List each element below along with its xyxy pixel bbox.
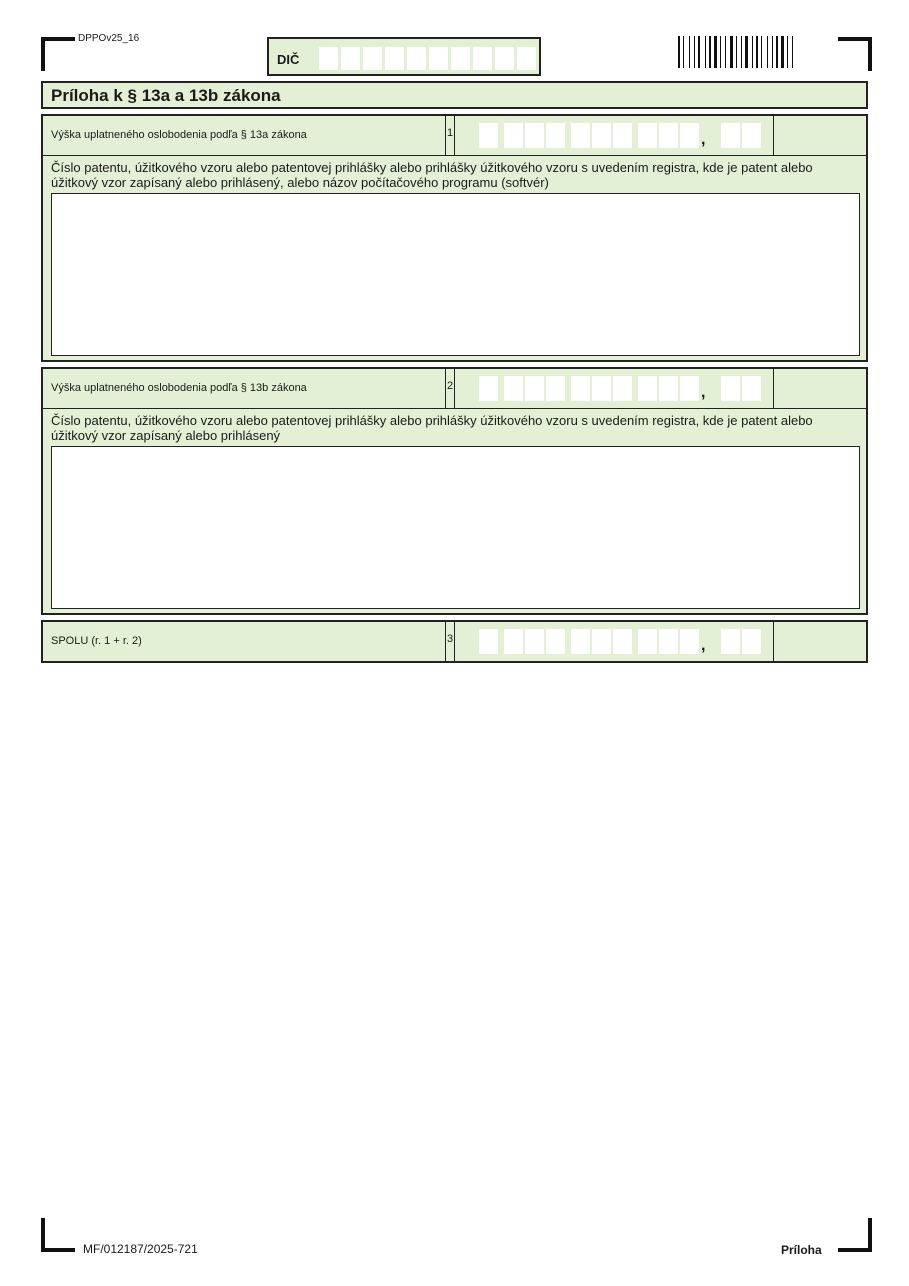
- barcode: [678, 36, 813, 68]
- dic-input-cells[interactable]: [319, 47, 536, 70]
- corner-mark-top-left: [41, 37, 75, 71]
- row-number-1: 1: [445, 116, 455, 155]
- amount-label-2: Výška uplatneného oslobodenia podľa § 13b zákona: [51, 382, 307, 394]
- dic-cell[interactable]: [363, 47, 382, 70]
- amount-input-2[interactable]: [479, 376, 767, 402]
- corner-mark-bottom-right: [838, 1218, 872, 1252]
- row-number-3: 3: [445, 622, 455, 661]
- dic-cell[interactable]: [407, 47, 426, 70]
- amount-input-3[interactable]: [479, 629, 767, 655]
- dic-cell[interactable]: [517, 47, 536, 70]
- section-row-1: [41, 114, 868, 362]
- amount-input-1[interactable]: [479, 123, 767, 149]
- description-label-2: Číslo patentu, úžitkového vzoru alebo patentovej prihlášky alebo prihlášky úžitkového vzoru s uvedením registra, kde je patent alebo úžitkový vzor zapísaný alebo prihlásený: [51, 413, 813, 443]
- dic-cell[interactable]: [429, 47, 448, 70]
- decimal-comma: ,: [701, 384, 706, 401]
- amount-row-2: [43, 369, 866, 409]
- decimal-comma: ,: [701, 637, 706, 654]
- page-label: Príloha: [781, 1243, 822, 1257]
- description-textarea-2[interactable]: [51, 446, 860, 609]
- amount-label-3: SPOLU (r. 1 + r. 2): [51, 635, 142, 647]
- dic-cell[interactable]: [341, 47, 360, 70]
- corner-mark-top-right: [838, 37, 872, 71]
- dic-cell[interactable]: [473, 47, 492, 70]
- section-row-3: [41, 620, 868, 663]
- decimal-comma: ,: [701, 131, 706, 148]
- dic-cell[interactable]: [451, 47, 470, 70]
- dic-cell[interactable]: [385, 47, 404, 70]
- amount-label-1: Výška uplatneného oslobodenia podľa § 13a zákona: [51, 129, 307, 141]
- description-textarea-1[interactable]: [51, 193, 860, 356]
- row-number-2: 2: [445, 369, 455, 408]
- amount-row-3: [43, 622, 866, 661]
- form-code: DPPOv25_16: [78, 33, 140, 44]
- amount-row-1: [43, 116, 866, 156]
- dic-label: DIČ: [277, 52, 300, 67]
- document-number: MF/012187/2025-721: [83, 1242, 198, 1256]
- page-title: Príloha k § 13a a 13b zákona: [51, 86, 281, 105]
- corner-mark-bottom-left: [41, 1218, 75, 1252]
- dic-field: [267, 37, 541, 76]
- dic-cell[interactable]: [319, 47, 338, 70]
- section-title-bar: [41, 81, 868, 109]
- dic-cell[interactable]: [495, 47, 514, 70]
- description-label-1: Číslo patentu, úžitkového vzoru alebo patentovej prihlášky alebo prihlášky úžitkového vzoru s uvedením registra, kde je patent alebo úžitkový vzor zapísaný alebo prihlásený, alebo názov počítačového programu (softvér): [51, 160, 813, 190]
- section-row-2: [41, 367, 868, 615]
